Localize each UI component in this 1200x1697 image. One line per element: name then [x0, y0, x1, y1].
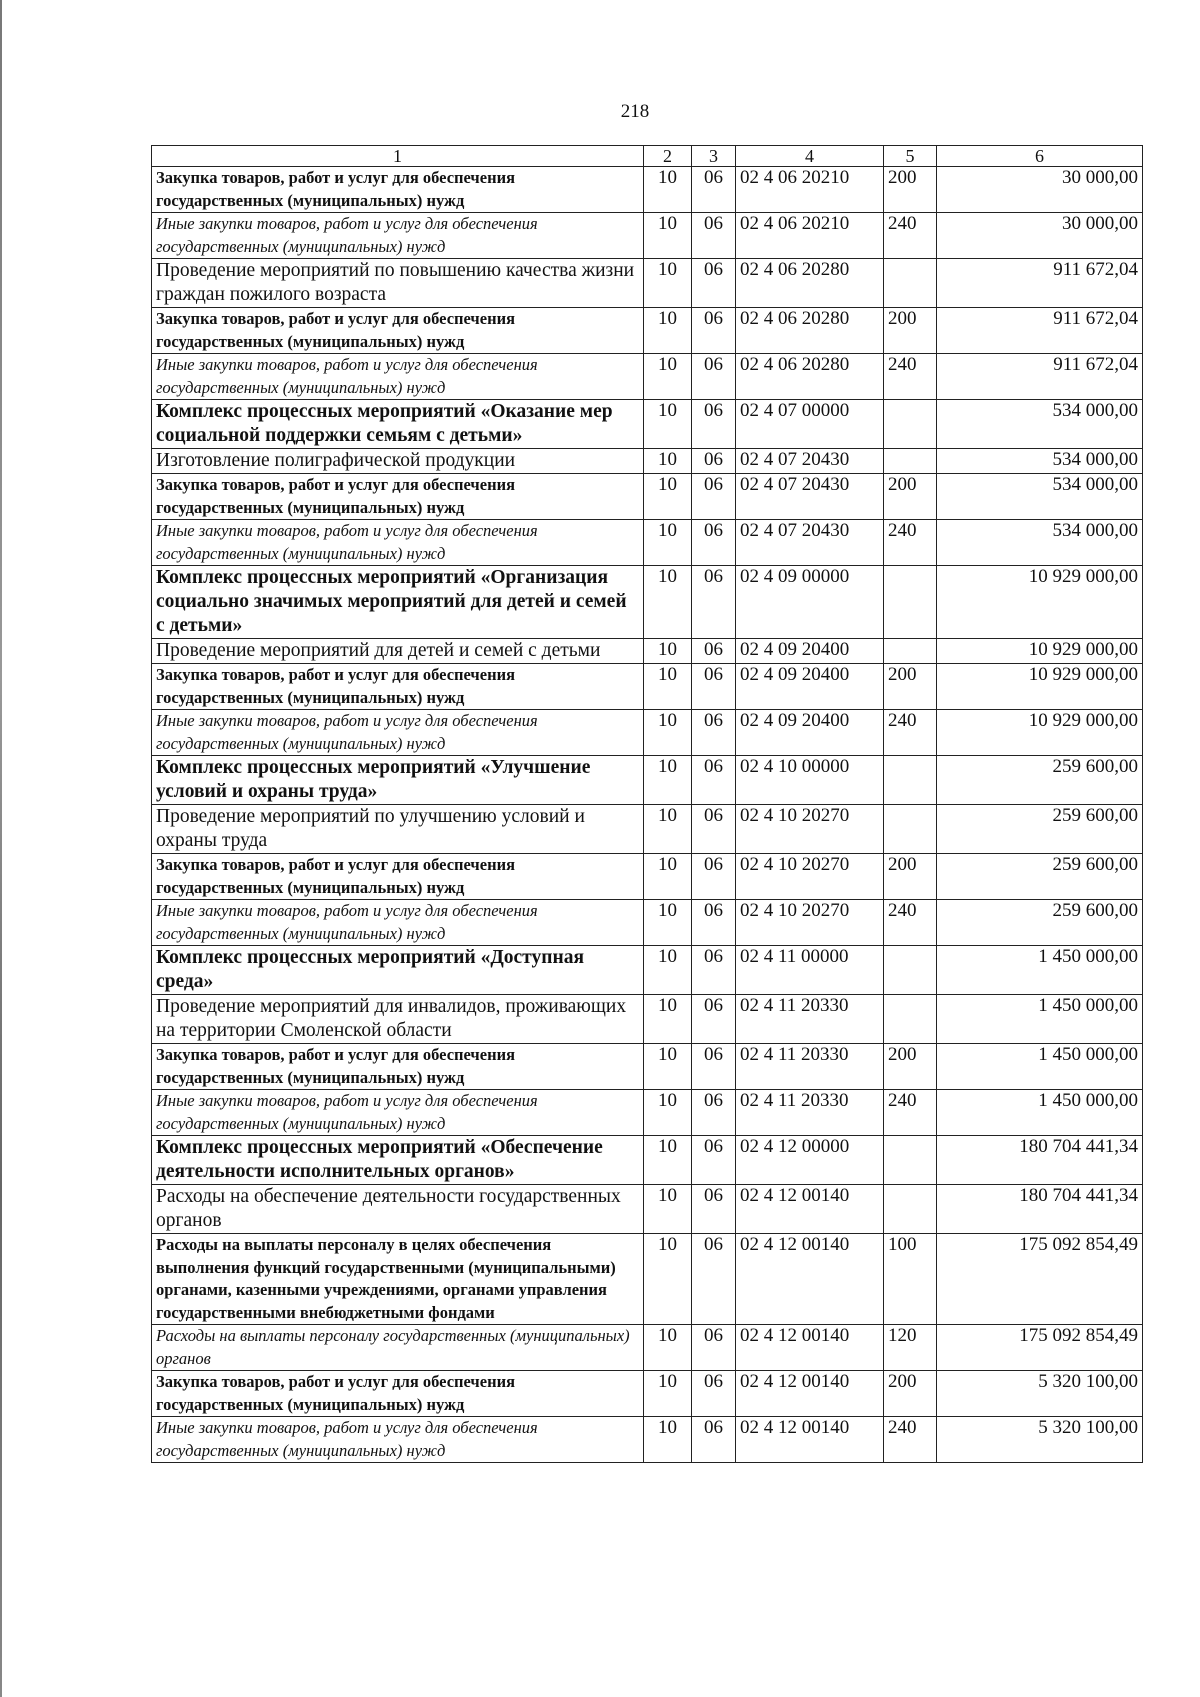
target-article-code: 02 4 12 00140 [736, 1417, 884, 1463]
section-code: 10 [644, 756, 692, 805]
subsection-code: 06 [692, 756, 736, 805]
line-name: Закупка товаров, работ и услуг для обеспечения государственных (муниципальных) нужд [152, 474, 644, 520]
subsection-code: 06 [692, 664, 736, 710]
section-code: 10 [644, 1325, 692, 1371]
section-code: 10 [644, 1371, 692, 1417]
subsection-code: 06 [692, 946, 736, 995]
amount: 5 320 100,00 [937, 1371, 1143, 1417]
target-article-code: 02 4 11 20330 [736, 995, 884, 1044]
target-article-code: 02 4 07 20430 [736, 520, 884, 566]
amount: 180 704 441,34 [937, 1136, 1143, 1185]
section-code: 10 [644, 946, 692, 995]
target-article-code: 02 4 10 00000 [736, 756, 884, 805]
header-cell: 3 [692, 146, 736, 167]
table-row [152, 308, 1143, 354]
target-article-code: 02 4 12 00140 [736, 1234, 884, 1325]
line-name: Комплекс процессных мероприятий «Доступная среда» [152, 946, 644, 995]
subsection-code: 06 [692, 805, 736, 854]
target-article-code: 02 4 12 00140 [736, 1185, 884, 1234]
amount: 10 929 000,00 [937, 664, 1143, 710]
header-cell: 4 [736, 146, 884, 167]
table-row [152, 1090, 1143, 1136]
subsection-code: 06 [692, 449, 736, 474]
table-row [152, 639, 1143, 664]
section-code: 10 [644, 354, 692, 400]
table-row [152, 805, 1143, 854]
section-code: 10 [644, 400, 692, 449]
amount: 911 672,04 [937, 308, 1143, 354]
table-row [152, 167, 1143, 213]
subsection-code: 06 [692, 900, 736, 946]
target-article-code: 02 4 12 00140 [736, 1325, 884, 1371]
subsection-code: 06 [692, 213, 736, 259]
section-code: 10 [644, 995, 692, 1044]
table-row [152, 1185, 1143, 1234]
table-row [152, 474, 1143, 520]
amount: 534 000,00 [937, 474, 1143, 520]
section-code: 10 [644, 710, 692, 756]
table-row [152, 1325, 1143, 1371]
section-code: 10 [644, 449, 692, 474]
expense-type-code: 240 [884, 1090, 937, 1136]
amount: 175 092 854,49 [937, 1234, 1143, 1325]
target-article-code: 02 4 09 20400 [736, 710, 884, 756]
expense-type-code: 240 [884, 1417, 937, 1463]
line-name: Закупка товаров, работ и услуг для обеспечения государственных (муниципальных) нужд [152, 1044, 644, 1090]
amount: 1 450 000,00 [937, 1090, 1143, 1136]
line-name: Проведение мероприятий по улучшению условий и охраны труда [152, 805, 644, 854]
line-name: Закупка товаров, работ и услуг для обеспечения государственных (муниципальных) нужд [152, 167, 644, 213]
subsection-code: 06 [692, 308, 736, 354]
subsection-code: 06 [692, 639, 736, 664]
amount: 30 000,00 [937, 213, 1143, 259]
table-row [152, 259, 1143, 308]
amount: 259 600,00 [937, 854, 1143, 900]
line-name: Иные закупки товаров, работ и услуг для обеспечения государственных (муниципальных) нужд [152, 900, 644, 946]
amount: 534 000,00 [937, 520, 1143, 566]
target-article-code: 02 4 07 20430 [736, 474, 884, 520]
header-row [152, 146, 1143, 167]
line-name: Иные закупки товаров, работ и услуг для обеспечения государственных (муниципальных) нужд [152, 710, 644, 756]
section-code: 10 [644, 1136, 692, 1185]
line-name: Иные закупки товаров, работ и услуг для обеспечения государственных (муниципальных) нужд [152, 1417, 644, 1463]
expense-type-code: 240 [884, 900, 937, 946]
subsection-code: 06 [692, 1234, 736, 1325]
expense-type-code: 200 [884, 474, 937, 520]
expense-type-code [884, 259, 937, 308]
amount: 534 000,00 [937, 449, 1143, 474]
target-article-code: 02 4 09 20400 [736, 664, 884, 710]
line-name: Расходы на обеспечение деятельности государственных органов [152, 1185, 644, 1234]
expense-type-code [884, 566, 937, 639]
target-article-code: 02 4 06 20210 [736, 167, 884, 213]
header-cell: 6 [937, 146, 1143, 167]
subsection-code: 06 [692, 710, 736, 756]
section-code: 10 [644, 1090, 692, 1136]
target-article-code: 02 4 12 00140 [736, 1371, 884, 1417]
section-code: 10 [644, 805, 692, 854]
expense-type-code [884, 946, 937, 995]
expense-type-code [884, 1136, 937, 1185]
line-name: Проведение мероприятий для детей и семей с детьми [152, 639, 644, 664]
table-row [152, 520, 1143, 566]
section-code: 10 [644, 1234, 692, 1325]
amount: 180 704 441,34 [937, 1185, 1143, 1234]
expense-type-code: 200 [884, 308, 937, 354]
expense-type-code [884, 1185, 937, 1234]
expense-type-code [884, 400, 937, 449]
expense-type-code: 240 [884, 213, 937, 259]
line-name: Закупка товаров, работ и услуг для обеспечения государственных (муниципальных) нужд [152, 664, 644, 710]
section-code: 10 [644, 1417, 692, 1463]
subsection-code: 06 [692, 1044, 736, 1090]
amount: 534 000,00 [937, 400, 1143, 449]
target-article-code: 02 4 06 20280 [736, 259, 884, 308]
target-article-code: 02 4 12 00000 [736, 1136, 884, 1185]
table-row [152, 710, 1143, 756]
subsection-code: 06 [692, 1417, 736, 1463]
scan-edge [0, 0, 2, 1697]
expense-type-code [884, 805, 937, 854]
section-code: 10 [644, 900, 692, 946]
table-row [152, 1417, 1143, 1463]
target-article-code: 02 4 11 20330 [736, 1090, 884, 1136]
amount: 1 450 000,00 [937, 946, 1143, 995]
section-code: 10 [644, 566, 692, 639]
expense-type-code [884, 756, 937, 805]
target-article-code: 02 4 09 00000 [736, 566, 884, 639]
subsection-code: 06 [692, 995, 736, 1044]
subsection-code: 06 [692, 854, 736, 900]
target-article-code: 02 4 06 20280 [736, 354, 884, 400]
target-article-code: 02 4 10 20270 [736, 854, 884, 900]
target-article-code: 02 4 09 20400 [736, 639, 884, 664]
section-code: 10 [644, 639, 692, 664]
line-name: Иные закупки товаров, работ и услуг для обеспечения государственных (муниципальных) нужд [152, 213, 644, 259]
table-row [152, 995, 1143, 1044]
table-row [152, 900, 1143, 946]
subsection-code: 06 [692, 400, 736, 449]
line-name: Изготовление полиграфической продукции [152, 449, 644, 474]
table-row [152, 1044, 1143, 1090]
amount: 1 450 000,00 [937, 995, 1143, 1044]
subsection-code: 06 [692, 1371, 736, 1417]
amount: 911 672,04 [937, 259, 1143, 308]
line-name: Закупка товаров, работ и услуг для обеспечения государственных (муниципальных) нужд [152, 1371, 644, 1417]
amount: 5 320 100,00 [937, 1417, 1143, 1463]
header-cell: 1 [152, 146, 644, 167]
target-article-code: 02 4 07 00000 [736, 400, 884, 449]
amount: 10 929 000,00 [937, 639, 1143, 664]
line-name: Закупка товаров, работ и услуг для обеспечения государственных (муниципальных) нужд [152, 854, 644, 900]
target-article-code: 02 4 11 00000 [736, 946, 884, 995]
table-row [152, 756, 1143, 805]
expense-type-code: 240 [884, 710, 937, 756]
target-article-code: 02 4 07 20430 [736, 449, 884, 474]
amount: 259 600,00 [937, 900, 1143, 946]
expense-type-code [884, 995, 937, 1044]
section-code: 10 [644, 520, 692, 566]
subsection-code: 06 [692, 259, 736, 308]
page-number: 218 [620, 101, 650, 122]
expense-type-code [884, 449, 937, 474]
table-row [152, 1136, 1143, 1185]
table-row [152, 400, 1143, 449]
header-cell: 5 [884, 146, 937, 167]
amount: 1 450 000,00 [937, 1044, 1143, 1090]
table-body [152, 167, 1143, 1463]
section-code: 10 [644, 854, 692, 900]
expense-type-code: 120 [884, 1325, 937, 1371]
section-code: 10 [644, 1044, 692, 1090]
amount: 10 929 000,00 [937, 710, 1143, 756]
section-code: 10 [644, 213, 692, 259]
expense-type-code [884, 639, 937, 664]
amount: 911 672,04 [937, 354, 1143, 400]
table-row [152, 566, 1143, 639]
section-code: 10 [644, 167, 692, 213]
table-row [152, 449, 1143, 474]
target-article-code: 02 4 10 20270 [736, 805, 884, 854]
line-name: Закупка товаров, работ и услуг для обеспечения государственных (муниципальных) нужд [152, 308, 644, 354]
table-row [152, 354, 1143, 400]
budget-table [151, 145, 1143, 1463]
section-code: 10 [644, 308, 692, 354]
subsection-code: 06 [692, 474, 736, 520]
line-name: Комплекс процессных мероприятий «Оказание мер социальной поддержки семьям с детьми» [152, 400, 644, 449]
amount: 30 000,00 [937, 167, 1143, 213]
section-code: 10 [644, 259, 692, 308]
table-row [152, 946, 1143, 995]
subsection-code: 06 [692, 354, 736, 400]
table-row [152, 1371, 1143, 1417]
target-article-code: 02 4 06 20280 [736, 308, 884, 354]
target-article-code: 02 4 10 20270 [736, 900, 884, 946]
table-row [152, 1234, 1143, 1325]
expense-type-code: 240 [884, 520, 937, 566]
expense-type-code: 100 [884, 1234, 937, 1325]
line-name: Иные закупки товаров, работ и услуг для обеспечения государственных (муниципальных) нужд [152, 520, 644, 566]
amount: 175 092 854,49 [937, 1325, 1143, 1371]
expense-type-code: 200 [884, 1044, 937, 1090]
subsection-code: 06 [692, 1136, 736, 1185]
table-row [152, 213, 1143, 259]
line-name: Комплекс процессных мероприятий «Улучшение условий и охраны труда» [152, 756, 644, 805]
expense-type-code: 200 [884, 167, 937, 213]
subsection-code: 06 [692, 1325, 736, 1371]
subsection-code: 06 [692, 566, 736, 639]
amount: 259 600,00 [937, 805, 1143, 854]
line-name: Комплекс процессных мероприятий «Организация социально значимых мероприятий для детей и семей с детьми» [152, 566, 644, 639]
expense-type-code: 200 [884, 1371, 937, 1417]
expense-type-code: 240 [884, 354, 937, 400]
expense-type-code: 200 [884, 664, 937, 710]
line-name: Расходы на выплаты персоналу в целях обеспечения выполнения функций государственными (муниципальными) органами, казенными учреждениями, органами управления государственными внебюджетными фондами [152, 1234, 644, 1325]
subsection-code: 06 [692, 1185, 736, 1234]
line-name: Проведение мероприятий для инвалидов, проживающих на территории Смоленской области [152, 995, 644, 1044]
expense-type-code: 200 [884, 854, 937, 900]
line-name: Проведение мероприятий по повышению качества жизни граждан пожилого возраста [152, 259, 644, 308]
amount: 259 600,00 [937, 756, 1143, 805]
line-name: Комплекс процессных мероприятий «Обеспечение деятельности исполнительных органов» [152, 1136, 644, 1185]
line-name: Иные закупки товаров, работ и услуг для обеспечения государственных (муниципальных) нужд [152, 1090, 644, 1136]
target-article-code: 02 4 06 20210 [736, 213, 884, 259]
subsection-code: 06 [692, 520, 736, 566]
subsection-code: 06 [692, 1090, 736, 1136]
line-name: Расходы на выплаты персоналу государственных (муниципальных) органов [152, 1325, 644, 1371]
target-article-code: 02 4 11 20330 [736, 1044, 884, 1090]
section-code: 10 [644, 664, 692, 710]
amount: 10 929 000,00 [937, 566, 1143, 639]
subsection-code: 06 [692, 167, 736, 213]
table-row [152, 664, 1143, 710]
line-name: Иные закупки товаров, работ и услуг для обеспечения государственных (муниципальных) нужд [152, 354, 644, 400]
table-row [152, 854, 1143, 900]
section-code: 10 [644, 474, 692, 520]
header-cell: 2 [644, 146, 692, 167]
section-code: 10 [644, 1185, 692, 1234]
